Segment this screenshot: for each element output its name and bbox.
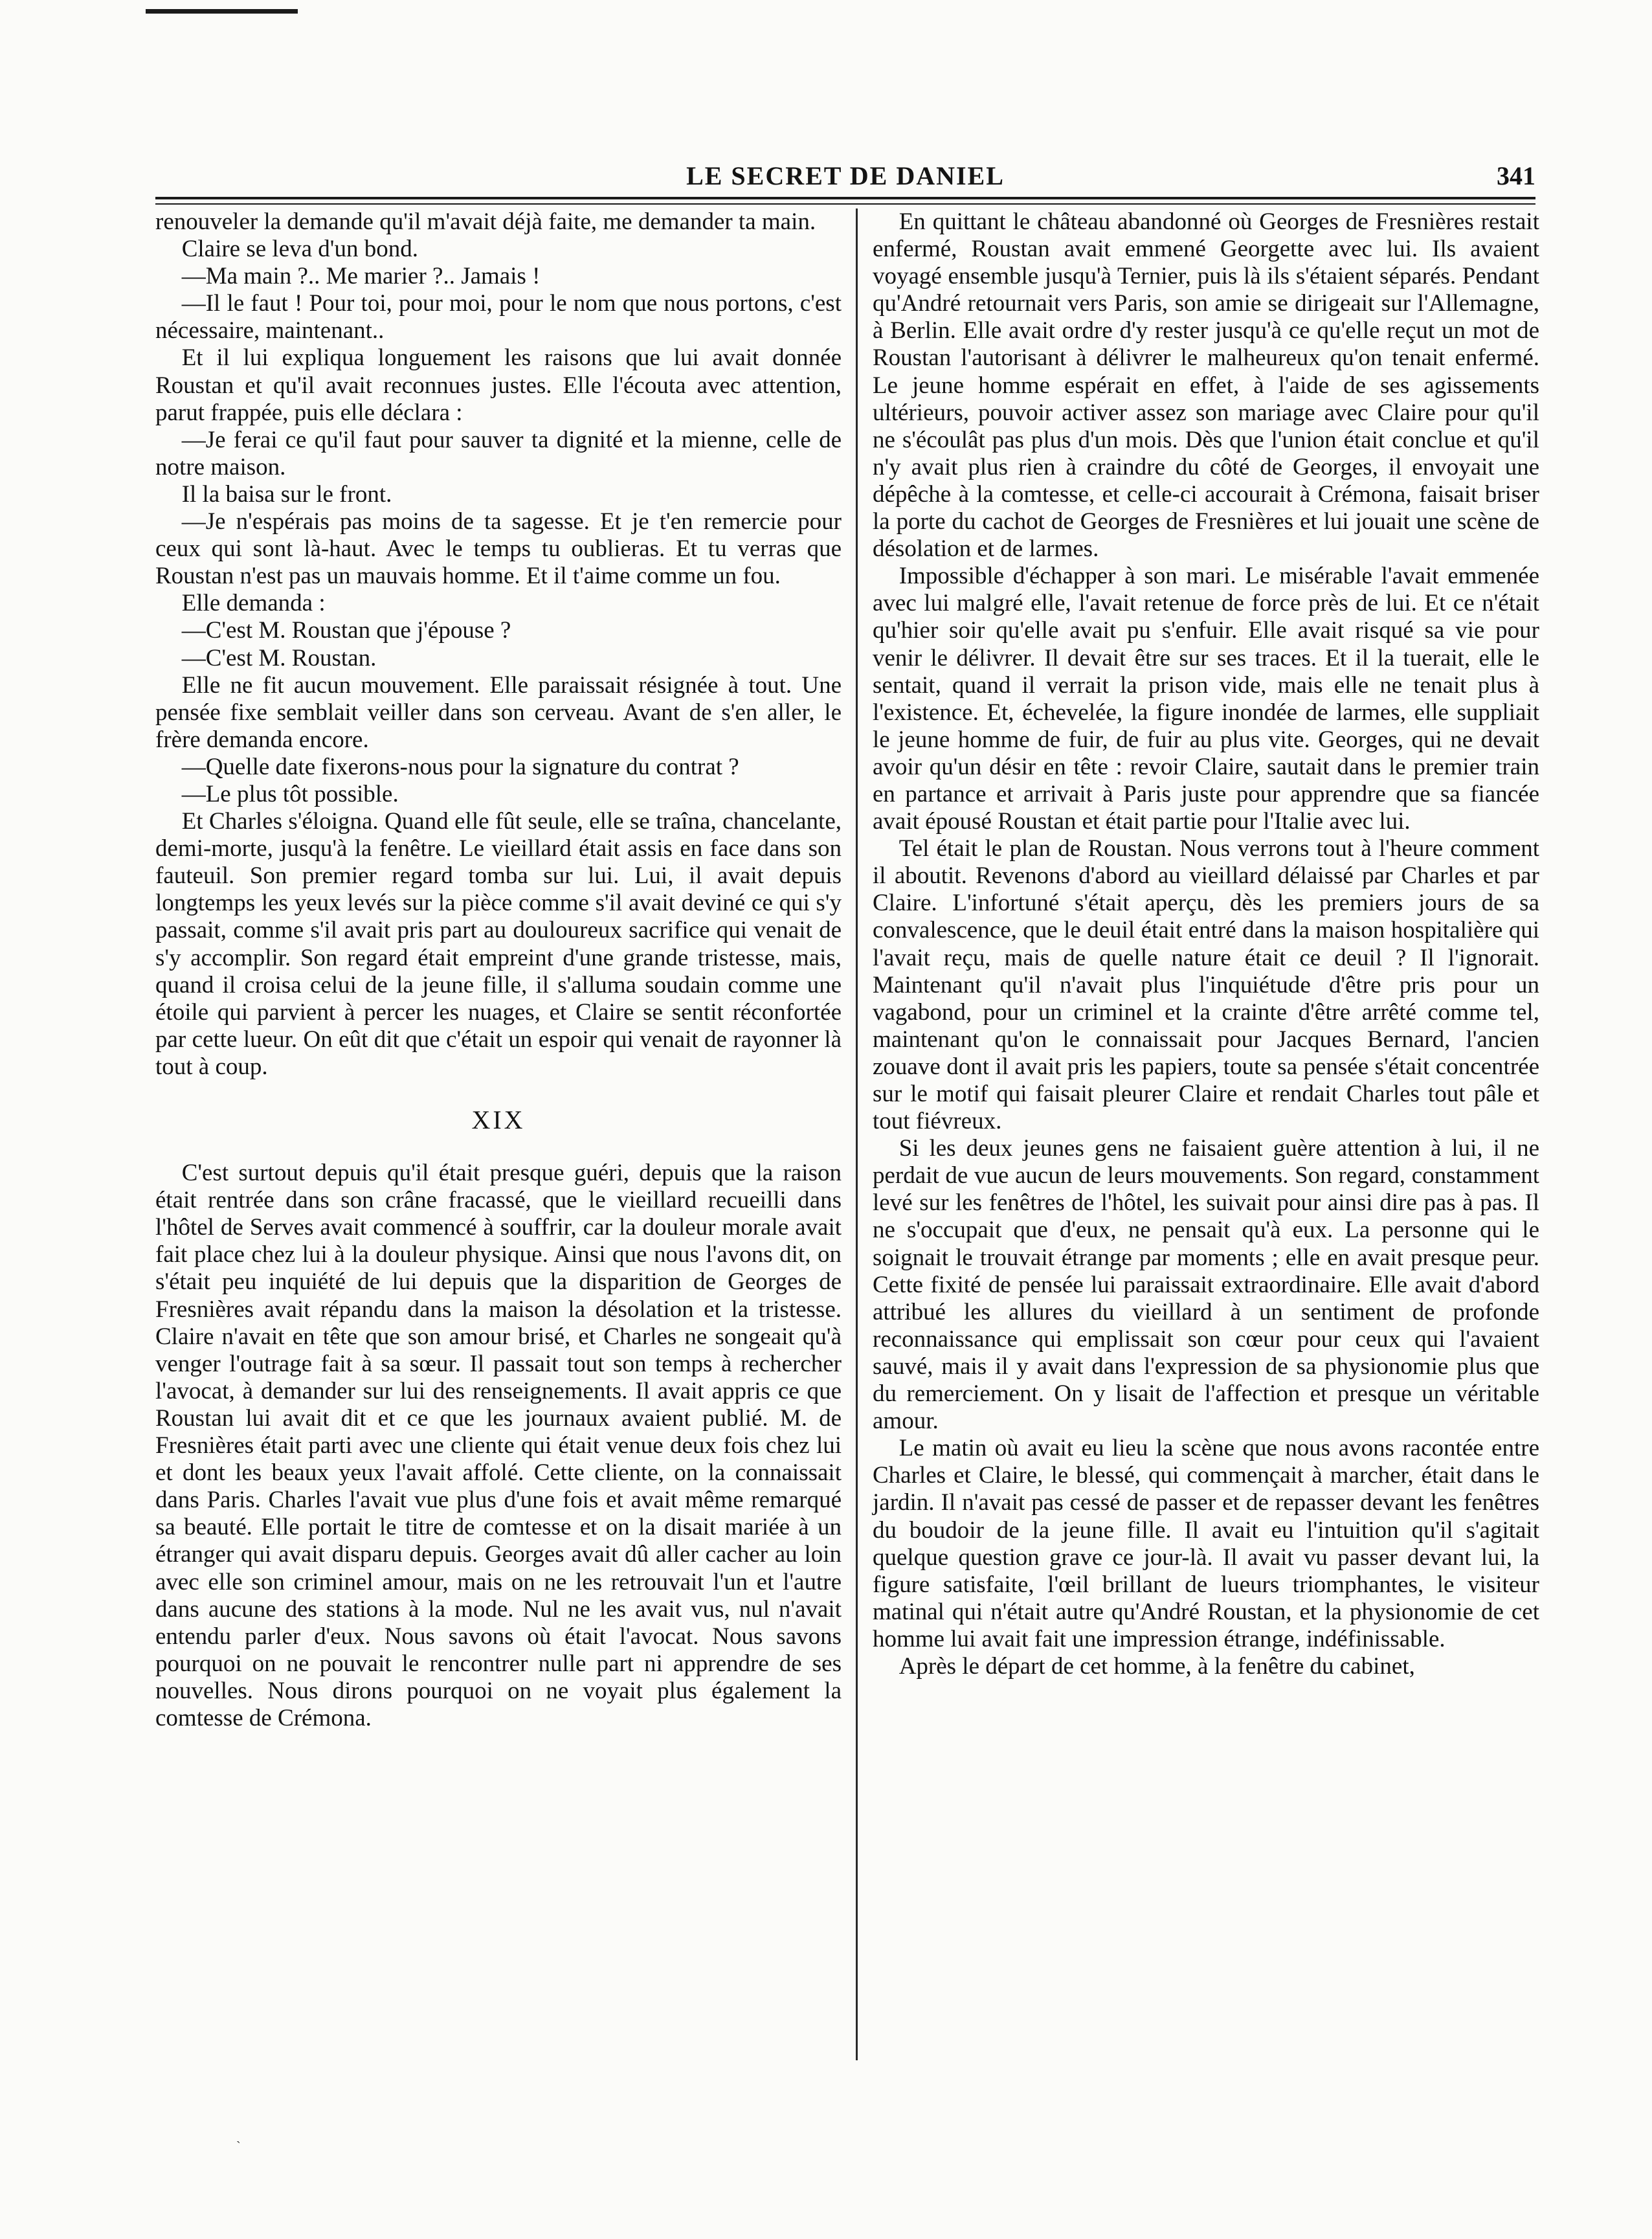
paragraph: —Ma main ?.. Me marier ?.. Jamais ! [181,263,541,290]
header-rule-thin [155,203,1535,205]
paragraph: Si les deux jeunes gens ne faisaient guère attention à lui, il ne perdait de vue aucun de leurs mouvements. Son regard, constamment levé sur les fenêtres de l'hôtel, les suivait pour ainsi dire pas à pas. Il ne s'occupait que d'eux, ne pensait qu'à eux. La personne qui le soignait le trouvait étrange par moments ; elle en avait presque peur. Cette fixité de pensée lui paraissait extraordinaire. Elle avait d'abord attribué les allures du vieillard à un sentiment de profonde reconnaissance qui emplissait son cœur pour ceux qui l'avaient sauvé, mais il y avait dans l'expression de sa physionomie plus que du remerciement. On y lisait de l'affection et presque un véritable amour. [873,1135,1539,1435]
paragraph: —C'est M. Roustan. [181,644,377,671]
paragraph: —Il le faut ! Pour toi, pour moi, pour le nom que nous portons, c'est nécessaire, maintenant.. [155,290,842,344]
paragraph: —Je ferai ce qu'il faut pour sauver ta dignité et la mienne, celle de notre maison. [155,426,842,480]
running-title: LE SECRET DE DANIEL [686,161,1005,190]
page-header [155,161,1535,197]
top-edge-rule [146,9,298,14]
paragraph: Après le départ de cet homme, à la fenêtre du cabinet, [899,1652,1415,1680]
paragraph: —Quelle date fixerons-nous pour la signature du contrat ? [181,753,739,780]
paragraph: Elle demanda : [181,590,326,617]
page-number: 341 [1497,161,1535,190]
paragraph: —C'est M. Roustan que j'épouse ? [181,617,511,644]
ink-mark: ˋ [236,2139,241,2154]
paragraph: renouveler la demande qu'il m'avait déjà faite, me demander ta main. [155,208,816,235]
paragraph: Tel était le plan de Roustan. Nous verrons tout à l'heure comment il aboutit. Revenons d'abord au vieillard délaissé par Charles et par Claire. L'infortuné s'était aperçu, dès les premiers jours de sa convalescence, que le deuil était entré dans la maison hospitalière qui l'avait reçu, mais de quelle nature était ce deuil ? Il l'ignorait. Maintenant qu'il n'avait plus l'inquiétude d'être pris pour un vagabond, pour un criminel et la crainte d'être arrêté comme tel, maintenant qu'on le connaissait pour Jacques Bernard, l'ancien zouave dont il avait pris les papiers, toute sa pensée s'était concentrée sur le motif qui faisait pleurer Claire et rendait Charles tout pâle et tout fiévreux. [873,835,1539,1135]
paragraph: Impossible d'échapper à son mari. Le misérable l'avait emmenée avec lui malgré elle, l'avait retenue de force près de lui. Et ce n'était qu'hier soir qu'elle avait pu s'enfuir. Elle avait risqué sa vie pour venir le délivrer. Il devait être sur ses traces. Et il la tuerait, elle le sentait, quand il verrait la prison vide, mais elle ne tenait plus à l'existence. Et, échevelée, la figure inondée de larmes, elle suppliait le jeune homme de fuir, de fuir au plus vite. Georges, qui ne devait avoir qu'un désir en tête : revoir Claire, sautait dans le premier train en partance et arrivait à Paris juste pour apprendre que sa fiancée avait épousé Roustan et était partie pour l'Italie avec lui. [873,563,1539,835]
left-column [155,208,842,1732]
paragraph: —Je n'espérais pas moins de ta sagesse. Et je t'en remercie pour ceux qui sont là-haut. Avec le temps tu oublieras. Et tu verras que Roustan n'est pas un mauvais homme. Et il t'aime comme un fou. [155,508,842,590]
paragraph: Claire se leva d'un bond. [181,236,418,263]
column-divider [856,208,858,2060]
right-column [873,208,1539,1680]
paragraph: Elle ne fit aucun mouvement. Elle paraissait résignée à tout. Une pensée fixe semblait veiller dans son cerveau. Avant de s'en aller, le frère demanda encore. [155,671,842,753]
paragraph: Le matin où avait eu lieu la scène que nous avons racontée entre Charles et Claire, le blessé, qui commençait à marcher, était dans le jardin. Il n'avait pas cessé de passer et de repasser devant les fenêtres du boudoir de la jeune fille. Il avait eu l'intuition qu'il s'agitait quelque question grave ce jour-là. Il avait vu passer devant lui, la figure satisfaite, l'œil brillant de lueurs triomphantes, le visiteur matinal qui n'était autre qu'André Roustan, et la physionomie de cet homme lui avait fait une impression étrange, indéfinissable. [873,1435,1539,1652]
header-rule-thick [155,197,1535,199]
paragraph: C'est surtout depuis qu'il était presque guéri, depuis que la raison était rentrée dans son crâne fracassé, que le vieillard recueilli dans l'hôtel de Serves avait commencé à souffrir, car la douleur morale avait fait place chez lui à la douleur physique. Ainsi que nous l'avons dit, on s'était peu inquiété de lui depuis que la disparition de Georges de Fresnières avait répandu dans la maison la désolation et la tristesse. Claire n'avait en tête que son amour brisé, et Charles ne songeait qu'à venger l'outrage fait à sa sœur. Il passait tout son temps à rechercher l'avocat, à demander sur lui des renseignements. Il avait appris ce que Roustan lui avait dit et ce que les journaux avaient publié. M. de Fresnières était parti avec une cliente qui était venue deux fois chez lui et dont les beaux yeux l'avait affolé. Cette cliente, on la connaissait dans Paris. Charles l'avait vue plus d'une fois et avait même remarqué sa beauté. Elle portait le titre de comtesse et on la disait mariée à un étranger qui avait disparu depuis. Georges avait dû aller cacher au loin avec elle son criminel amour, mais on ne les retrouvait l'un et l'autre dans aucune des stations à la mode. Nul ne les avait vus, nul n'avait entendu parler d'eux. Nous savons où était l'avocat. Nous savons pourquoi on ne pouvait le rencontrer nulle part ni apprendre de ses nouvelles. Nous dirons pourquoi on ne voyait plus également la comtesse de Crémona. [155,1160,842,1731]
paragraph: Il la baisa sur le front. [181,480,392,508]
paragraph: Et Charles s'éloigna. Quand elle fût seule, elle se traîna, chancelante, demi-morte, jusqu'à la fenêtre. Le vieillard était assis en face dans son fauteuil. Son premier regard tomba sur lui. Lui, il avait depuis longtemps les yeux levés sur la pièce comme s'il avait deviné ce qui s'y passait, comme s'il avait pris part au douloureux sacrifice qui venait de s'y accomplir. Son regard était empreint d'une grande tristesse, mais, quand il croisa celui de la jeune fille, il s'alluma soudain comme une étoile qui parvient à percer les nuages, et Claire se sentit réconfortée par cette lueur. On eût dit que c'était un espoir qui venait de rayonner là tout à coup. [155,808,842,1080]
paragraph: En quittant le château abandonné où Georges de Fresnières restait enfermé, Roustan avait emmené Georgette avec lui. Ils avaient voyagé ensemble jusqu'à Ternier, puis là ils s'étaient séparés. Pendant qu'André retournait vers Paris, son amie se dirigeait sur l'Allemagne, à Berlin. Elle avait ordre d'y rester jusqu'à ce qu'elle reçut un mot de Roustan l'autorisant à délivrer le malheureux qu'on tenait enfermé. Le jeune homme espérait en effet, à l'aide de ses agissements ultérieurs, pouvoir activer assez son mariage avec Claire pour qu'il ne s'écoulât pas plus d'un mois. Dès que l'union était conclue et qu'il n'y avait plus rien à craindre du côté de Georges, il envoyait une dépêche à la comtesse, et celle-ci accourait à Crémona, faisait briser la porte du cachot de Georges de Fresnières et lui jouait une scène de désolation et de larmes. [873,208,1539,563]
paragraph: —Le plus tôt possible. [181,780,399,807]
paragraph: Et il lui expliqua longuement les raisons que lui avait donnée Roustan et qu'il avait reconnues justes. Elle l'écouta avec attention, parut frappée, puis elle déclara : [155,344,842,426]
chapter-heading: XIX [471,1105,526,1134]
